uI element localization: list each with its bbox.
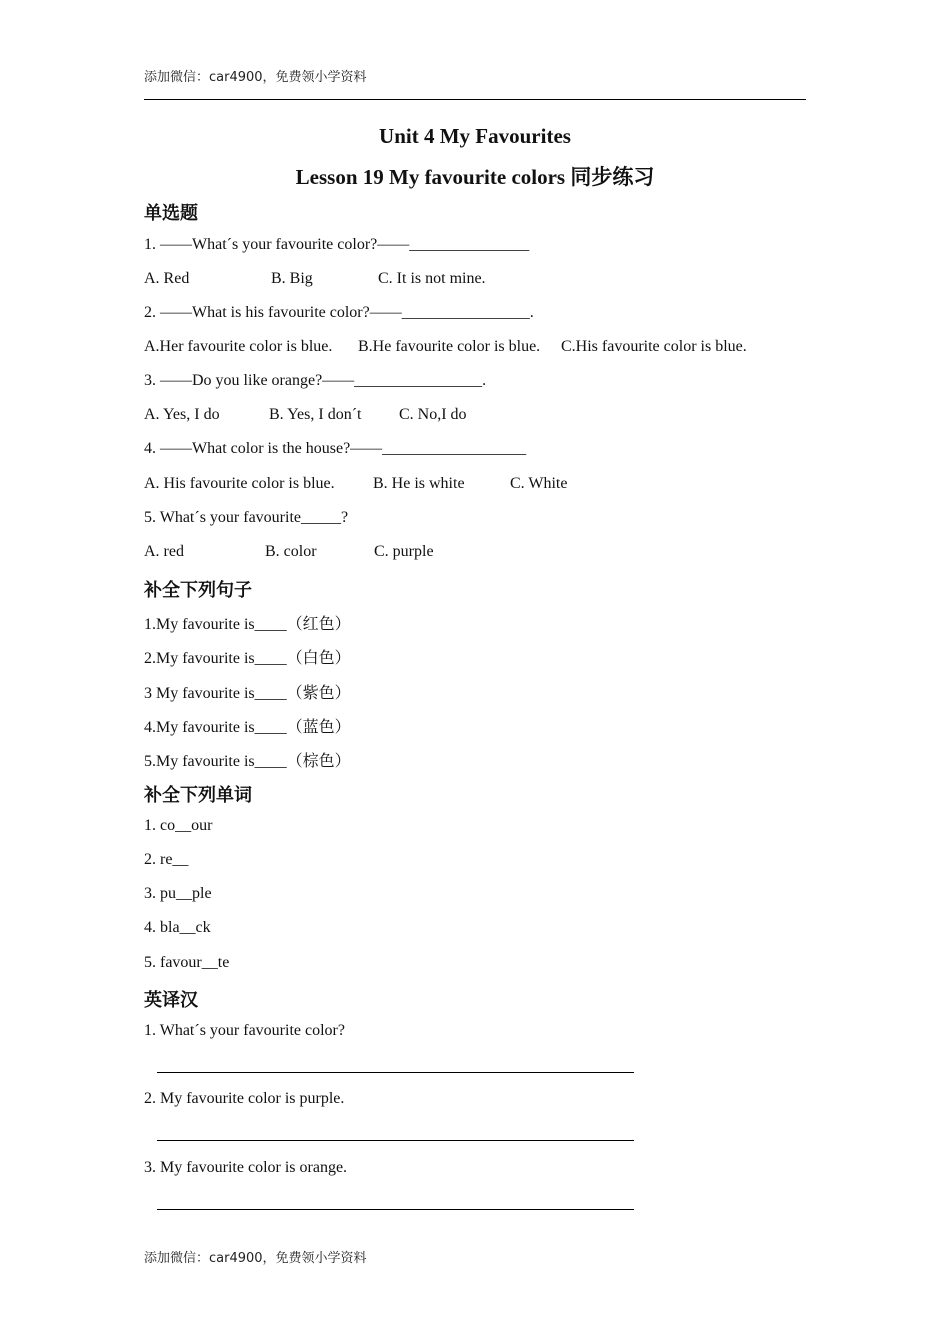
answer-line bbox=[157, 1209, 634, 1210]
q5-option-c: C. purple bbox=[374, 543, 434, 560]
section-heading-words: 补全下列单词 bbox=[144, 785, 252, 806]
sentence-item: 1.My favourite is____（红色） bbox=[144, 616, 351, 633]
word-item: 5. favour__te bbox=[144, 954, 230, 971]
q3-option-a: A. Yes, I do bbox=[144, 406, 220, 423]
q4-option-b: B. He is white bbox=[373, 475, 465, 492]
q4-option-a: A. His favourite color is blue. bbox=[144, 475, 335, 492]
q2-option-b: B.He favourite color is blue. bbox=[358, 338, 541, 355]
translate-item: 1. What´s your favourite color? bbox=[144, 1022, 345, 1039]
question-5: 5. What´s your favourite_____? bbox=[144, 509, 349, 526]
q2-option-c: C.His favourite color is blue. bbox=[561, 338, 747, 355]
unit-title: Unit 4 My Favourites bbox=[379, 124, 571, 148]
question-3: 3. ——Do you like orange?——________________. bbox=[144, 372, 487, 389]
word-item: 2. re__ bbox=[144, 851, 189, 868]
word-item: 1. co__our bbox=[144, 817, 213, 834]
word-item: 4. bla__ck bbox=[144, 919, 211, 936]
question-1: 1. ——What´s your favourite color?——_______________ bbox=[144, 236, 530, 253]
q1-option-c: C. It is not mine. bbox=[378, 270, 486, 287]
question-2: 2. ——What is his favourite color?——________________. bbox=[144, 304, 534, 321]
header-divider bbox=[144, 99, 806, 100]
sentence-item: 3 My favourite is____（紫色） bbox=[144, 685, 351, 702]
answer-line bbox=[157, 1072, 634, 1073]
word-item: 3. pu__ple bbox=[144, 885, 212, 902]
answer-line bbox=[157, 1140, 634, 1141]
q4-option-c: C. White bbox=[510, 475, 568, 492]
translate-item: 2. My favourite color is purple. bbox=[144, 1090, 345, 1107]
q3-option-b: B. Yes, I don´t bbox=[269, 406, 362, 423]
page-header: 添加微信：car4900，免费领小学资料 bbox=[144, 70, 367, 85]
sentence-item: 2.My favourite is____（白色） bbox=[144, 650, 351, 667]
sentence-item: 5.My favourite is____（棕色） bbox=[144, 753, 351, 770]
q1-option-b: B. Big bbox=[271, 270, 313, 287]
q3-option-c: C. No,I do bbox=[399, 406, 467, 423]
question-4: 4. ——What color is the house?——__________________ bbox=[144, 440, 527, 457]
q5-option-a: A. red bbox=[144, 543, 184, 560]
q5-option-b: B. color bbox=[265, 543, 317, 560]
section-heading-sentences: 补全下列句子 bbox=[144, 580, 252, 601]
section-heading-choice: 单选题 bbox=[144, 203, 198, 224]
section-heading-translate: 英译汉 bbox=[144, 990, 198, 1011]
translate-item: 3. My favourite color is orange. bbox=[144, 1159, 348, 1176]
page-footer: 添加微信：car4900，免费领小学资料 bbox=[144, 1251, 367, 1266]
lesson-title: Lesson 19 My favourite colors 同步练习 bbox=[295, 165, 655, 189]
q1-option-a: A. Red bbox=[144, 270, 190, 287]
q2-option-a: A.Her favourite color is blue. bbox=[144, 338, 333, 355]
sentence-item: 4.My favourite is____（蓝色） bbox=[144, 719, 351, 736]
